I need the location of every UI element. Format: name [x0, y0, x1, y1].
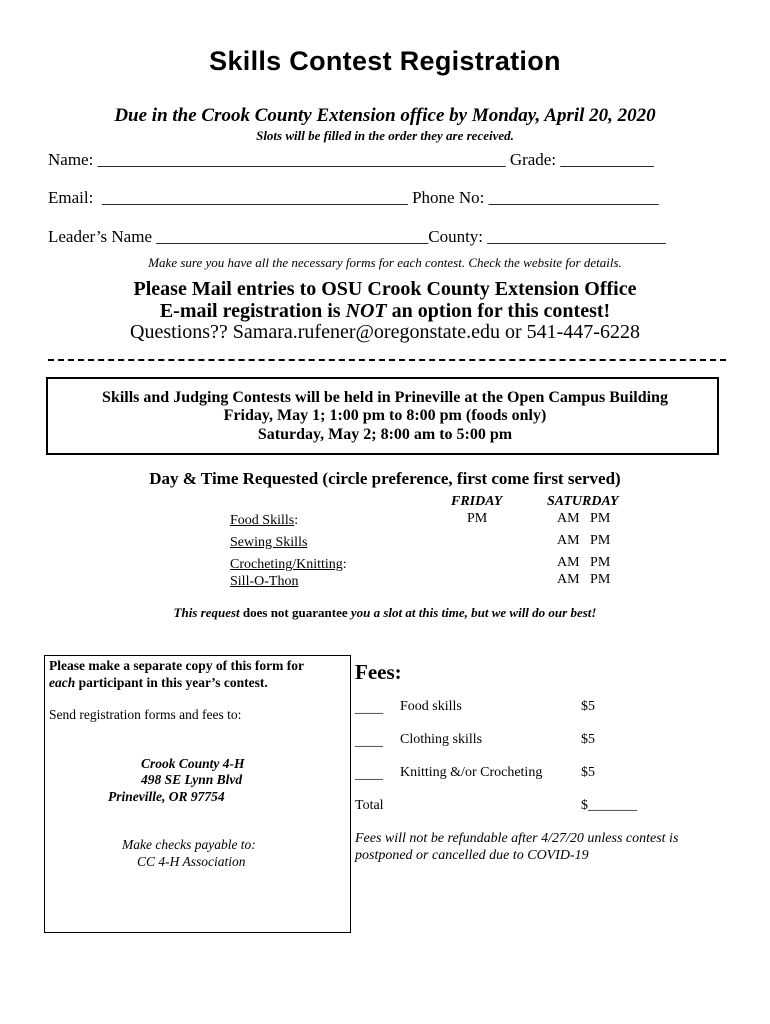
email-not-option [0, 300, 770, 323]
copy-instruction-line1: Please make a separate copy of this form for [49, 658, 304, 673]
county-blank[interactable]: _____________________ [487, 227, 666, 246]
email-not-emphasis: NOT [345, 300, 387, 322]
skill-row [230, 572, 298, 590]
skill-name: Sill-O-Thon [230, 574, 299, 589]
fee-item-label: Clothing skills [400, 732, 483, 747]
grade-label: Grade: [509, 150, 557, 169]
email-not-post: an option for this contest! [386, 300, 611, 322]
guarantee-part3: you a slot at this time, but we will do our best! [347, 605, 597, 620]
fee-checkbox-blank[interactable]: ____ [355, 701, 383, 716]
saturday-column-header: SATURDAY [547, 494, 619, 509]
leader-field[interactable] [48, 227, 666, 247]
skill-suffix: : [294, 513, 299, 528]
checks-payable-label: Make checks payable to: [122, 837, 256, 852]
fee-item-label: Food skills [400, 699, 462, 714]
fees-heading: Fees: [355, 660, 402, 684]
leader-blank[interactable]: ________________________________ [156, 227, 429, 246]
slots-note: Slots will be filled in the order they are received. [256, 128, 514, 143]
day-time-heading: Day & Time Requested (circle preference, first come first served) [149, 469, 621, 488]
mail-instruction: Please Mail entries to OSU Crook County Extension Office [133, 278, 637, 300]
send-to-label: Send registration forms and fees to: [49, 707, 242, 722]
no-guarantee-note [0, 605, 770, 621]
fee-amount: $5 [581, 732, 595, 747]
cut-line-divider [48, 359, 726, 361]
due-date-line: Due in the Crook County Extension office by Monday, April 20, 2020 [114, 105, 656, 126]
fee-amount: $5 [581, 699, 595, 714]
guarantee-part1: This request [173, 605, 243, 620]
name-field[interactable] [48, 150, 654, 170]
saturday-time-option[interactable]: AM PM [557, 572, 611, 587]
friday-column-header: FRIDAY [451, 494, 503, 509]
address-line1: Crook County 4-H [141, 756, 245, 771]
guarantee-emphasis: does not guarantee [242, 605, 348, 620]
skill-name: Sewing Skills [230, 535, 308, 550]
address-line3: Prineville, OR 97754 [108, 789, 225, 804]
name-blank[interactable]: ________________________________________________ [97, 150, 506, 169]
checks-payee: CC 4-H Association [137, 854, 246, 869]
copy-each: each [49, 675, 76, 690]
skill-row [230, 511, 298, 529]
friday-hours: Friday, May 1; 1:00 pm to 8:00 pm (foods only) [223, 407, 547, 424]
friday-time-option[interactable]: PM [467, 511, 488, 526]
skill-suffix: : [342, 557, 347, 572]
county-label: County: [428, 227, 484, 246]
email-blank[interactable]: ____________________________________ [101, 188, 408, 207]
copy-instruction-line2 [49, 675, 268, 691]
total-blank[interactable]: $_______ [581, 798, 637, 813]
email-field[interactable] [48, 188, 659, 208]
address-line2: 498 SE Lynn Blvd [141, 772, 243, 787]
saturday-time-option[interactable]: AM PM [557, 533, 611, 548]
total-label: Total [355, 798, 384, 813]
leader-label: Leader’s Name [48, 227, 152, 246]
name-label: Name: [48, 150, 94, 169]
phone-label: Phone No: [412, 188, 485, 207]
refund-note-line1: Fees will not be refundable after 4/27/20 unless contest is [355, 831, 679, 846]
saturday-time-option[interactable]: AM PM [557, 555, 611, 570]
skill-name: Food Skills [230, 513, 295, 528]
forms-note: Make sure you have all the necessary forms for each contest. Check the website for details. [148, 255, 622, 270]
location-line: Skills and Judging Contests will be held in Prineville at the Open Campus Building [102, 389, 668, 406]
email-label: Email: [48, 188, 94, 207]
skill-row [230, 533, 307, 551]
skill-row [230, 555, 347, 573]
fee-item-label: Knitting &/or Crocheting [400, 765, 543, 780]
refund-note-line2: postponed or cancelled due to COVID-19 [355, 848, 589, 863]
skill-name: Crocheting/Knitting [230, 557, 343, 572]
copy-rest: participant in this year’s contest. [75, 675, 268, 690]
grade-blank[interactable]: ___________ [560, 150, 654, 169]
fee-checkbox-blank[interactable]: ____ [355, 734, 383, 749]
questions-contact: Questions?? Samara.rufener@oregonstate.edu or 541-447-6228 [130, 321, 640, 343]
saturday-time-option[interactable]: AM PM [557, 511, 611, 526]
fee-amount: $5 [581, 765, 595, 780]
fee-checkbox-blank[interactable]: ____ [355, 767, 383, 782]
phone-blank[interactable]: ____________________ [488, 188, 659, 207]
form-title: Skills Contest Registration [209, 46, 561, 76]
email-not-pre: E-mail registration is [159, 300, 346, 322]
saturday-hours: Saturday, May 2; 8:00 am to 5:00 pm [257, 426, 513, 443]
